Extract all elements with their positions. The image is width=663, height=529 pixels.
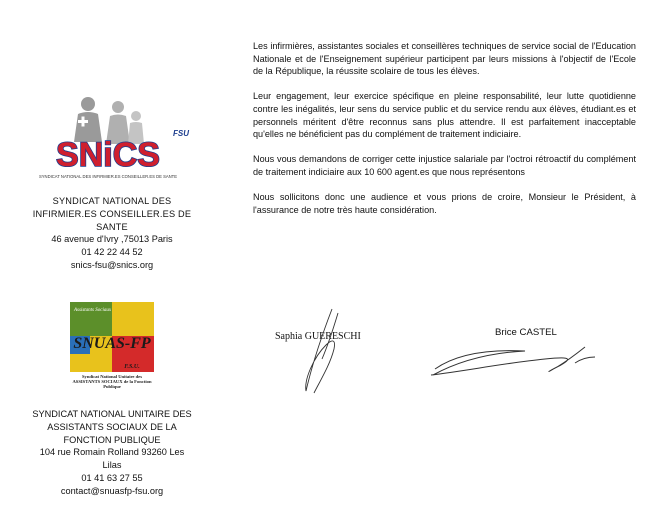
snuas-address-block xyxy=(14,408,210,498)
snics-logo-subtitle: SYNDICAT NATIONAL DES INFIRMIER.ES CONSEILLER.ES DE SANTE xyxy=(38,174,178,179)
signature-left-drawing xyxy=(292,305,362,397)
snuas-logo-caption: Syndicat National Unitaire des ASSISTANTS SOCIAUX de la Fonction Publique xyxy=(72,374,152,389)
snics-wordmark: SNiCS xyxy=(56,136,160,174)
snuas-wordmark: SNUAS-FP xyxy=(73,335,151,352)
snuas-name-line-1: SYNDICAT NATIONAL UNITAIRE DES xyxy=(32,409,192,419)
snics-name-line-1: SYNDICAT NATIONAL DES xyxy=(52,196,172,206)
snics-street-address: 46 avenue d'Ivry ,75013 Paris xyxy=(51,234,173,245)
letter-paragraph-3: Nous vous demandons de corriger cette injustice salariale par l'octroi rétroactif du complément de traitement indiciaire aux 10 600 agent.es que nous représentons xyxy=(253,154,636,177)
snuas-email: contact@snuasfp-fsu.org xyxy=(60,485,164,496)
snics-email: snics-fsu@snics.org xyxy=(70,259,154,270)
snuas-phone: 01 41 63 27 55 xyxy=(81,472,143,483)
letter-paragraph-1: Les infirmières, assistantes sociales et conseillères techniques de service social de l'Education Nationale et de l'Enseignement supérieur participent par leurs missions à l'objectif de l'Ecole de la République, la réussite scolaire de tous les élèves. xyxy=(253,41,636,77)
snuas-name-line-2: ASSISTANTS SOCIAUX DE LA xyxy=(47,421,177,432)
snuas-fsu-mark: F.S.U. xyxy=(124,364,140,370)
snics-logo xyxy=(18,94,198,186)
letter-body xyxy=(253,40,636,229)
signature-left-name: Saphia GUERESCHI xyxy=(275,331,361,342)
snuas-corner-text: Assistants Sociaux xyxy=(74,308,112,313)
snics-name-line-2: INFIRMIER.ES CONSEILLER.ES DE xyxy=(32,208,192,219)
signature-right-name: Brice CASTEL xyxy=(495,327,557,338)
snuas-street-address: 104 rue Romain Rolland 93260 Les xyxy=(39,447,185,458)
letter-paragraph-4: Nous sollicitons donc une audience et vous prions de croire, Monsieur le Président, à l'assurance de notre très haute considération. xyxy=(253,192,636,215)
snuas-logo xyxy=(66,298,158,404)
signature-right-drawing xyxy=(425,335,605,383)
snuas-name-line-3: FONCTION PUBLIQUE xyxy=(63,434,161,445)
snics-name-line-3: SANTE xyxy=(96,221,128,232)
letter-paragraph-2: Leur engagement, leur exercice spécifique en pleine responsabilité, leur lutte quotidienne contre les inégalités, leur sens du service public et du service rendu aux élèves, étudiant.es et personnels méritent d'être reconnus sans plus attendre. Il est parfaitement inacceptable qu'elles ne bénéficient pas du complément de traitement indiciaire. xyxy=(253,91,636,140)
snics-fsu-mark: FSU xyxy=(173,129,189,138)
snics-address-block xyxy=(14,195,210,272)
snuas-city: Lilas xyxy=(102,460,122,471)
snics-phone: 01 42 22 44 52 xyxy=(81,247,143,258)
